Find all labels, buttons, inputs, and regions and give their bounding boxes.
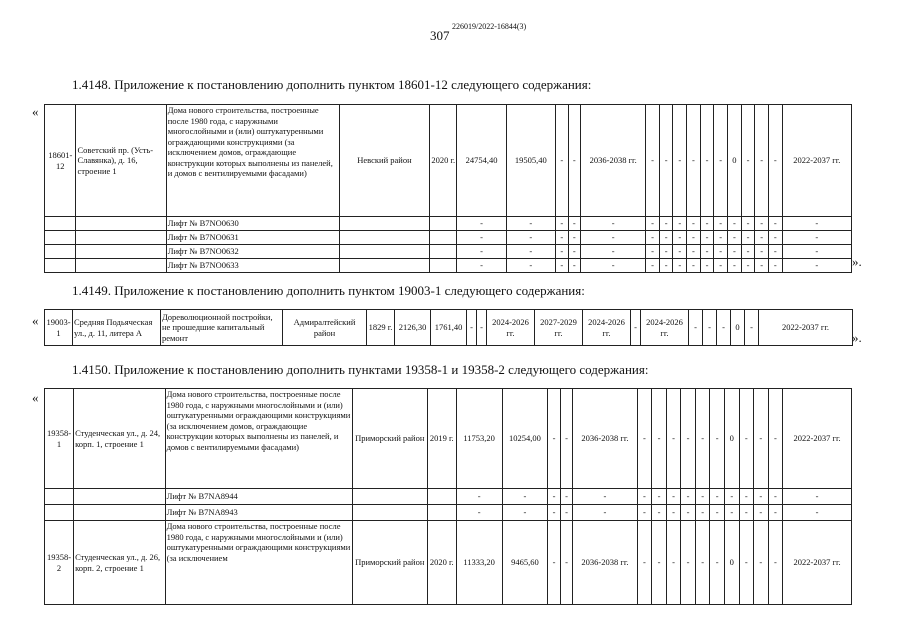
cell [430,245,457,259]
living-area: 10254,00 [502,389,548,489]
close-quote: ». [852,330,862,345]
cell: - [666,521,681,605]
row-number: 19003-1 [45,310,73,346]
lift-row [45,217,852,231]
cell: - [652,505,667,521]
cell: - [724,489,739,505]
lift-label: Лифт № В7NА8943 [165,505,352,521]
cell: - [652,389,667,489]
cell [430,259,457,273]
cell: - [548,505,560,521]
cell: - [581,217,646,231]
district: Адмиралтейский район [283,310,367,346]
cell: - [782,259,851,273]
section-heading-4148: 1.4148. Приложение к постановлению дополнить пунктом 18601-12 следующего содержания: [72,77,592,92]
cell: - [681,505,696,521]
building-type: Дома нового строительства, построенные после 1980 года, с наружными многослойными и (или) оштукатуренными ограждающими конструкциями (за исключением домов, ограждающие конструкции которых выполнены из панелей, и домов с вентилируемыми фасадами) [166,105,339,217]
program-term: 2022-2037 гг. [783,389,852,489]
cell: - [555,217,568,231]
total-area: 11333,20 [456,521,502,605]
cell: - [768,217,782,231]
cell: - [714,259,728,273]
cell [430,217,457,231]
cell: - [681,521,696,605]
cell: - [568,245,581,259]
district: Приморский район [352,521,427,605]
cell: - [728,217,742,231]
year: 2020 г. [427,521,456,605]
cell: - [700,231,714,245]
repair-period: 2036-2038 гг. [581,105,646,217]
period-4: 2024-2026 гг. [641,310,689,346]
cell: - [659,105,673,217]
cell: - [687,105,701,217]
cell [339,259,429,273]
cell: - [560,489,572,505]
total-area: 2126,30 [395,310,431,346]
cell: - [739,505,754,521]
cell: - [739,489,754,505]
cell: - [755,245,769,259]
cell: - [782,231,851,245]
cell: - [700,217,714,231]
open-quote: « [32,390,39,405]
cell [76,231,166,245]
cell: - [673,259,687,273]
cell: - [637,521,652,605]
cell: - [695,505,710,521]
cell: - [646,245,660,259]
page-number: 307 [430,28,450,43]
cell: - [710,489,725,505]
cell [45,245,76,259]
cell: - [581,259,646,273]
cell [427,489,456,505]
cell [427,505,456,521]
cell: - [739,521,754,605]
table-4148 [44,104,852,273]
cell: - [646,105,660,217]
cell: - [710,389,725,489]
cell: - [782,217,851,231]
cell: - [467,310,477,346]
cell-zero: 0 [728,105,742,217]
cell: - [502,505,548,521]
cell [76,245,166,259]
cell: - [687,231,701,245]
lift-row [45,245,852,259]
cell: - [646,231,660,245]
cell: - [637,489,652,505]
cell: - [568,105,581,217]
program-term: 2022-2037 гг. [783,521,852,605]
district: Невский район [339,105,429,217]
cell: - [754,505,769,521]
cell: - [768,105,782,217]
cell: - [714,217,728,231]
open-quote: « [32,104,39,119]
cell: - [457,231,506,245]
document-id: 226019/2022-16844(3) [452,22,527,31]
lift-row [45,505,852,521]
cell: - [673,245,687,259]
cell: - [457,217,506,231]
cell: - [568,231,581,245]
cell: - [755,217,769,231]
cell: - [555,259,568,273]
cell: - [717,310,731,346]
cell: - [714,245,728,259]
total-area: 24754,40 [457,105,506,217]
lift-label: Лифт № В7NO0633 [166,259,339,273]
cell: - [754,521,769,605]
cell: - [631,310,641,346]
close-quote: ». [852,254,862,269]
cell: - [652,489,667,505]
lift-label: Лифт № В7NА8944 [165,489,352,505]
lift-row [45,259,852,273]
cell: - [581,245,646,259]
program-term: 2022-2037 гг. [782,105,851,217]
cell: - [728,259,742,273]
cell: - [700,245,714,259]
cell: - [695,489,710,505]
row-number: 18601-12 [45,105,76,217]
cell: - [695,389,710,489]
address: Средняя Подьяческая ул., д. 11, литера А [73,310,161,346]
cell [339,245,429,259]
cell [352,505,427,521]
cell: - [568,259,581,273]
cell: - [687,259,701,273]
lift-label: Лифт № В7NO0630 [166,217,339,231]
cell: - [700,105,714,217]
living-area: 1761,40 [431,310,467,346]
row-number: 19358-1 [45,389,74,489]
cell: - [568,217,581,231]
cell: - [687,245,701,259]
cell: - [457,245,506,259]
cell [76,259,166,273]
cell: - [768,389,783,489]
cell: - [710,521,725,605]
cell: - [506,231,555,245]
cell [45,231,76,245]
lift-label: Лифт № В7NO0631 [166,231,339,245]
cell: - [768,505,783,521]
cell: - [666,505,681,521]
cell: - [783,489,852,505]
cell: - [755,105,769,217]
cell: - [741,105,755,217]
cell: - [768,489,783,505]
cell: - [573,505,637,521]
cell: - [673,217,687,231]
cell [45,505,74,521]
cell: - [652,521,667,605]
year: 2020 г. [430,105,457,217]
open-quote: « [32,313,39,328]
cell: - [555,231,568,245]
period-1: 2024-2026 гг. [487,310,535,346]
cell [45,259,76,273]
cell: - [506,217,555,231]
section-heading-4149: 1.4149. Приложение к постановлению дополнить пунктом 19003-1 следующего содержания: [72,283,585,298]
cell [430,231,457,245]
cell: - [728,245,742,259]
cell: - [700,259,714,273]
living-area: 19505,40 [506,105,555,217]
cell: - [689,310,703,346]
cell-zero: 0 [731,310,745,346]
cell: - [724,505,739,521]
building-type: Дома нового строительства, построенные после 1980 года, с наружными многослойными и (или) оштукатуренными ограждающими конструкциями (за исключением [165,521,352,605]
cell: - [666,389,681,489]
cell: - [477,310,487,346]
cell: - [681,389,696,489]
cell: - [741,231,755,245]
cell-zero: 0 [724,521,739,605]
cell: - [754,489,769,505]
lift-row [45,489,852,505]
cell: - [768,259,782,273]
cell: - [768,521,783,605]
cell: - [755,259,769,273]
cell: - [560,521,572,605]
cell: - [560,505,572,521]
cell: - [755,231,769,245]
table-4150 [44,388,852,605]
lift-row [45,231,852,245]
address: Советский пр. (Усть-Славянка), д. 16, строение 1 [76,105,166,217]
cell: - [502,489,548,505]
row-number: 19358-2 [45,521,74,605]
cell: - [456,489,502,505]
repair-period: 2036-2038 гг. [573,521,637,605]
building-type: Дореволюционной постройки, не прошедшие капитальный ремонт [161,310,283,346]
cell: - [741,217,755,231]
total-area: 11753,20 [456,389,502,489]
cell: - [506,259,555,273]
program-term: 2022-2037 гг. [759,310,853,346]
address: Студенческая ул., д. 26, корп. 2, строение 1 [74,521,166,605]
cell: - [573,489,637,505]
cell: - [637,389,652,489]
cell: - [659,217,673,231]
lift-label: Лифт № В7NO0632 [166,245,339,259]
cell: - [581,231,646,245]
section-heading-4150: 1.4150. Приложение к постановлению дополнить пунктами 19358-1 и 19358-2 следующего содержания: [72,362,649,377]
cell: - [739,389,754,489]
cell: - [659,259,673,273]
cell: - [456,505,502,521]
cell: - [768,245,782,259]
cell: - [710,505,725,521]
period-3: 2024-2026 гг. [583,310,631,346]
cell: - [714,231,728,245]
cell [352,489,427,505]
cell: - [646,259,660,273]
cell: - [673,231,687,245]
cell [74,489,166,505]
cell: - [555,105,568,217]
cell: - [741,245,755,259]
cell: - [714,105,728,217]
cell: - [754,389,769,489]
table-row [45,521,852,605]
year: 1829 г. [367,310,395,346]
table-row [45,389,852,489]
cell: - [659,231,673,245]
cell-zero: 0 [724,389,739,489]
cell [45,489,74,505]
table-row [45,105,852,217]
building-type: Дома нового строительства, построенные после 1980 года, с наружными многослойными и (или) оштукатуренными ограждающими конструкциями (за исключением домов, ограждающие конструкции которых выполнены из панелей, и домов с вентилируемыми фасадами) [165,389,352,489]
year: 2019 г. [427,389,456,489]
cell [339,217,429,231]
cell: - [741,259,755,273]
cell: - [637,505,652,521]
district: Приморский район [352,389,427,489]
cell [339,231,429,245]
living-area: 9465,60 [502,521,548,605]
repair-period: 2036-2038 гг. [573,389,637,489]
cell: - [666,489,681,505]
cell: - [687,217,701,231]
cell: - [659,245,673,259]
cell: - [745,310,759,346]
cell: - [646,217,660,231]
cell: - [703,310,717,346]
period-2: 2027-2029 гг. [535,310,583,346]
cell: - [673,105,687,217]
table-4149 [44,309,853,346]
cell: - [555,245,568,259]
cell: - [548,521,560,605]
cell: - [548,389,560,489]
cell: - [560,389,572,489]
cell: - [768,231,782,245]
cell: - [728,231,742,245]
cell: - [457,259,506,273]
table-row [45,310,853,346]
cell [74,505,166,521]
cell [45,217,76,231]
cell: - [782,245,851,259]
cell: - [681,489,696,505]
cell: - [506,245,555,259]
cell: - [695,521,710,605]
address: Студенческая ул., д. 24, корп. 1, строение 1 [74,389,166,489]
cell: - [783,505,852,521]
cell [76,217,166,231]
cell: - [548,489,560,505]
